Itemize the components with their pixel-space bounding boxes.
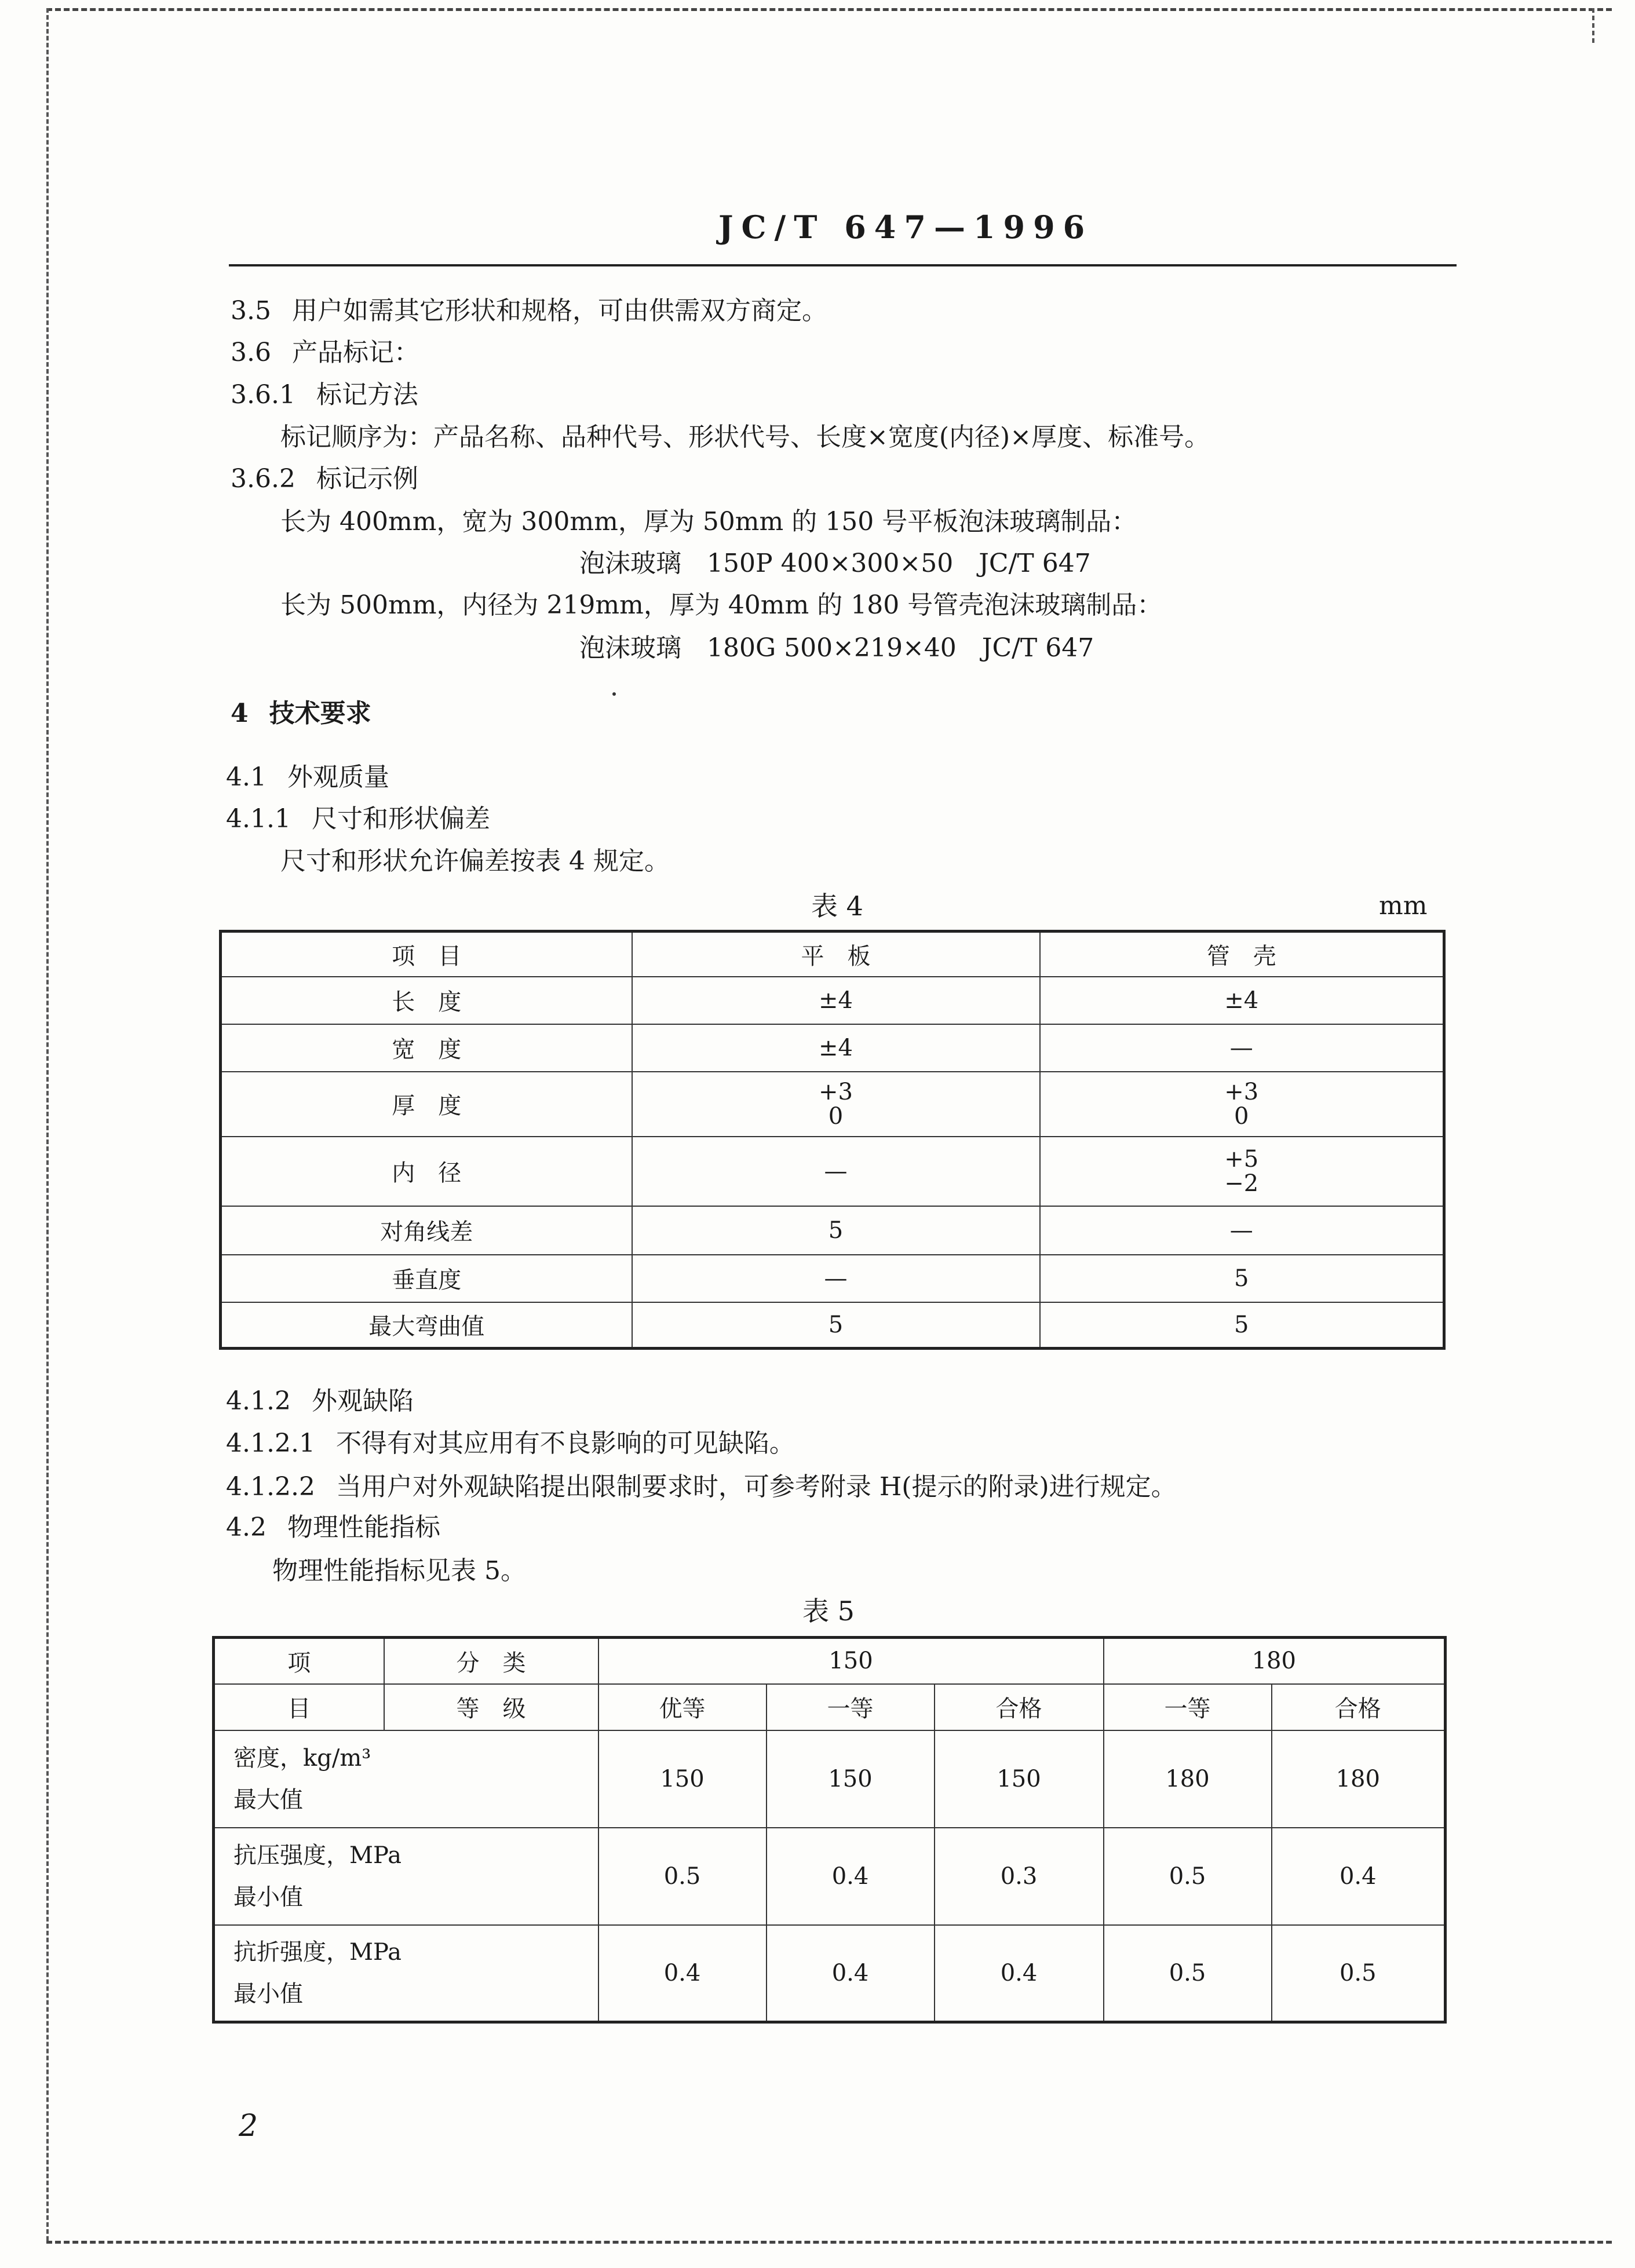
header-rule bbox=[229, 264, 1457, 266]
table-5-grade-row: 目 等 级 优等 一等 合格 一等 合格 bbox=[214, 1684, 1446, 1730]
section-3-6-2: 3.6.2 标记示例 bbox=[231, 464, 418, 494]
page-number: 2 bbox=[239, 2109, 258, 2143]
table-4-unit: mm bbox=[1379, 891, 1428, 921]
section-3-6: 3.6 产品标记： bbox=[231, 338, 419, 367]
table-4-header-item: 项 目 bbox=[221, 932, 632, 977]
page-border-right bbox=[1592, 8, 1594, 43]
table-row: 垂直度 — 5 bbox=[221, 1255, 1444, 1302]
section-4-2-body: 物理性能指标见表 5。 bbox=[272, 1556, 526, 1586]
table-5-item-top: 项 bbox=[214, 1638, 384, 1684]
table-row: 内 径 — +5 −2 bbox=[221, 1137, 1444, 1206]
table-row: 最大弯曲值 5 5 bbox=[221, 1302, 1444, 1349]
section-3-5: 3.5 用户如需其它形状和规格，可由供需双方商定。 bbox=[231, 296, 827, 326]
section-3-6-1: 3.6.1 标记方法 bbox=[231, 380, 418, 410]
section-4-1-2-2: 4.1.2.2 当用户对外观缺陷提出限制要求时，可参考附录 H(提示的附录)进行规定。 bbox=[226, 1472, 1177, 1502]
example-2-description: 长为 500mm，内径为 219mm，厚为 40mm 的 180 号管壳泡沫玻璃制品： bbox=[280, 590, 1163, 620]
section-4-2: 4.2 物理性能指标 bbox=[226, 1513, 440, 1542]
section-4-1-1: 4.1.1 尺寸和形状偏差 bbox=[226, 804, 490, 834]
section-4-heading: 4 技术要求 bbox=[231, 699, 371, 728]
table-5-caption: 表 5 bbox=[802, 1595, 855, 1627]
page-border-top bbox=[46, 8, 1612, 11]
scan-speck bbox=[612, 692, 616, 696]
table-4 bbox=[219, 930, 1446, 1350]
table-5-group-180: 180 bbox=[1104, 1638, 1446, 1684]
section-4-1-2: 4.1.2 外观缺陷 bbox=[226, 1386, 414, 1416]
section-4-1-1-body: 尺寸和形状允许偏差按表 4 规定。 bbox=[280, 846, 670, 876]
table-4-caption: 表 4 bbox=[811, 890, 863, 922]
table-4-header-row bbox=[221, 932, 1444, 977]
table-row: 宽 度 ±4 — bbox=[221, 1024, 1444, 1072]
table-5 bbox=[212, 1636, 1447, 2024]
table-5-grade-label: 等 级 bbox=[384, 1684, 598, 1730]
table-5-group-row bbox=[214, 1638, 1446, 1684]
section-3-6-1-body: 标记顺序为：产品名称、品种代号、形状代号、长度×宽度(内径)×厚度、标准号。 bbox=[280, 422, 1210, 452]
example-1-mark: 泡沫玻璃 150P 400×300×50 JC/T 647 bbox=[579, 549, 1091, 578]
page-border-left bbox=[46, 8, 49, 2241]
table-row: 对角线差 5 — bbox=[221, 1206, 1444, 1255]
table-row: 密度，kg/m³ 最大值 150 150 150 180 180 bbox=[214, 1730, 1446, 1828]
table-5-item-bottom: 目 bbox=[214, 1684, 384, 1730]
table-row: 抗折强度，MPa 最小值 0.4 0.4 0.4 0.5 0.5 bbox=[214, 1925, 1446, 2022]
section-4-1-2-1: 4.1.2.1 不得有对其应用有不良影响的可见缺陷。 bbox=[226, 1429, 795, 1458]
table-row: 长 度 ±4 ±4 bbox=[221, 977, 1444, 1024]
section-4-1: 4.1 外观质量 bbox=[226, 762, 389, 792]
table-4-header-flat: 平 板 bbox=[632, 932, 1040, 977]
table-5-class-label: 分 类 bbox=[384, 1638, 598, 1684]
table-4-header-pipe: 管 壳 bbox=[1040, 932, 1444, 977]
standard-header: JC/T 647—1996 bbox=[718, 209, 1093, 246]
table-5-group-150: 150 bbox=[598, 1638, 1104, 1684]
table-row: 抗压强度，MPa 最小值 0.5 0.4 0.3 0.5 0.4 bbox=[214, 1828, 1446, 1925]
page-border-bottom bbox=[46, 2241, 1612, 2244]
example-2-mark: 泡沫玻璃 180G 500×219×40 JC/T 647 bbox=[579, 633, 1094, 663]
example-1-description: 长为 400mm，宽为 300mm，厚为 50mm 的 150 号平板泡沫玻璃制品： bbox=[280, 507, 1137, 536]
table-row: 厚 度 +3 0 +3 0 bbox=[221, 1072, 1444, 1137]
